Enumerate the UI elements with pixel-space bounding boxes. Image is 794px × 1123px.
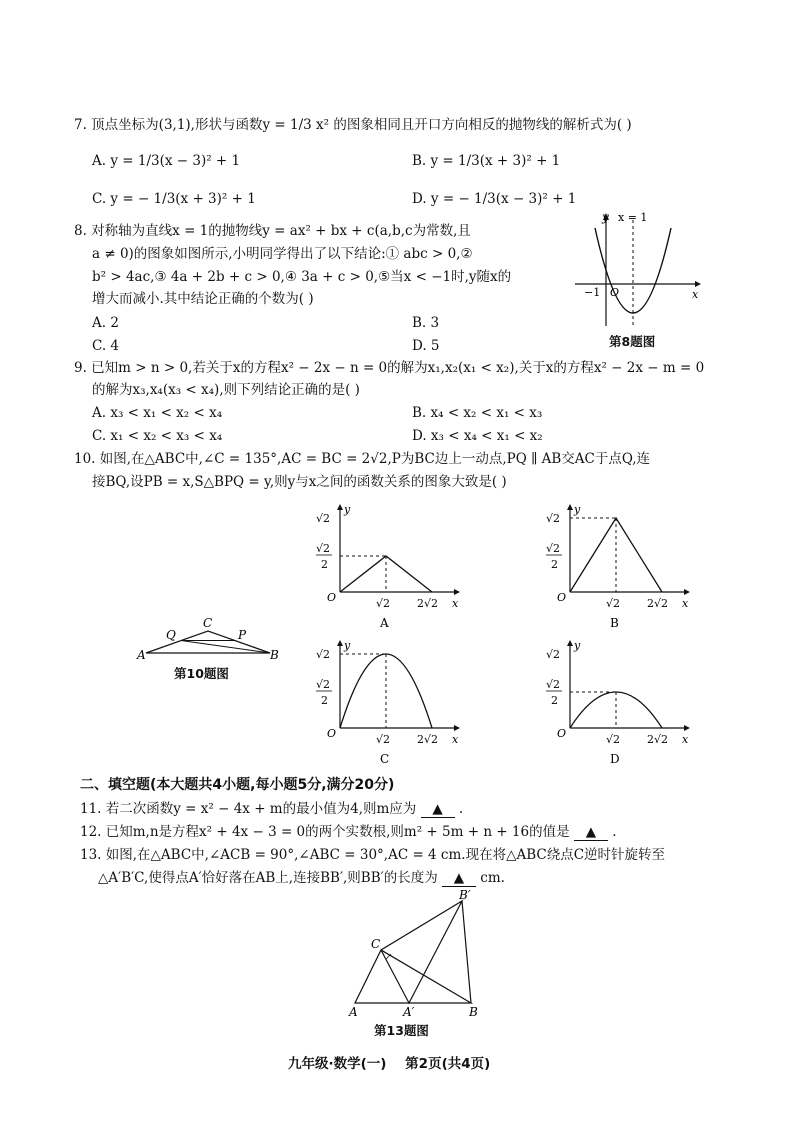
q8-parabola-figure bbox=[570, 208, 705, 328]
q13-line2 bbox=[98, 868, 505, 888]
q7-option-d: D. y = − 1/3(x − 3)² + 1 bbox=[412, 191, 577, 207]
q9-option-d: D. x₃ < x₄ < x₁ < x₂ bbox=[412, 428, 543, 444]
footer-subject: 九年级·数学(一) bbox=[288, 1056, 387, 1072]
graph-x-label: x bbox=[682, 597, 689, 610]
graph-y-label: y bbox=[344, 503, 351, 516]
q13-triangle-a1b1c bbox=[381, 901, 462, 1003]
graph-y-mid-num: √2 bbox=[316, 542, 331, 555]
graph-y-mid-num: √2 bbox=[316, 678, 331, 691]
q10-triangle-figure bbox=[136, 615, 286, 665]
q11-text: 11. 若二次函数y = x² − 4x + m的最小值为4,则m应为 bbox=[80, 801, 417, 817]
q8-neg1-label: −1 bbox=[584, 286, 601, 299]
q13-line1: 13. 如图,在△ABC中,∠ACB = 90°,∠ABC = 30°,AC = 4 cm.现在将△ABC绕点C逆时针旋转至 bbox=[80, 847, 666, 863]
graph-y-top-label: √2 bbox=[546, 648, 561, 661]
graph-origin-label: O bbox=[327, 727, 337, 740]
graph-x2-label: 2√2 bbox=[647, 597, 669, 610]
q8-line2: a ≠ 0)的图象如图所示,小明同学得出了以下结论:① abc > 0,② bbox=[92, 246, 473, 262]
q9-option-a: A. x₃ < x₁ < x₂ < x₄ bbox=[92, 405, 223, 421]
graph-x1-label: √2 bbox=[606, 597, 621, 610]
q10-label-b: B bbox=[270, 648, 279, 662]
graph-option-label: A bbox=[380, 616, 389, 630]
graph-x2-label: 2√2 bbox=[417, 733, 439, 746]
q8-axis-label: x = 1 bbox=[618, 211, 648, 224]
q8-line3: b² > 4ac,③ 4a + 2b + c > 0,④ 3a + c > 0,⑤当x < −1时,y随x的 bbox=[92, 269, 512, 285]
q9-option-c: C. x₁ < x₂ < x₃ < x₄ bbox=[92, 428, 223, 444]
q8-option-a: A. 2 bbox=[92, 315, 119, 331]
graph-x1-label: √2 bbox=[606, 733, 621, 746]
graph-y-mid-num: √2 bbox=[546, 542, 561, 555]
graph-origin-label: O bbox=[557, 727, 567, 740]
q11 bbox=[80, 799, 463, 819]
q7-option-c: C. y = − 1/3(x + 3)² + 1 bbox=[92, 191, 256, 207]
q13-label-a: A bbox=[349, 1005, 358, 1019]
q9-line1: 9. 已知m > n > 0,若关于x的方程x² − 2x − n = 0的解为x₁,x₂(x₁ < x₂),关于x的方程x² − 2x − m = 0 bbox=[74, 360, 705, 376]
graph-axes bbox=[567, 640, 690, 731]
q12 bbox=[80, 822, 616, 842]
q8-y-label: y bbox=[602, 210, 609, 224]
graph-x-label: x bbox=[682, 733, 689, 746]
q8-option-b: B. 3 bbox=[412, 315, 440, 331]
q9-line2: 的解为x₃,x₄(x₃ < x₄),则下列结论正确的是( ) bbox=[92, 382, 360, 398]
q8-line4: 增大而减小.其中结论正确的个数为( ) bbox=[92, 291, 314, 307]
graph-axes bbox=[567, 504, 690, 595]
q10-label-c: C bbox=[203, 616, 213, 630]
q13-label-a1: A′ bbox=[403, 1005, 415, 1019]
graph-y-top-label: √2 bbox=[316, 512, 331, 525]
q10-graph-b bbox=[530, 500, 700, 630]
graph-y-label: y bbox=[344, 639, 351, 652]
graph-origin-label: O bbox=[327, 591, 337, 604]
graph-y-top-label: √2 bbox=[546, 512, 561, 525]
q11-end: . bbox=[458, 801, 464, 817]
q7-stem: 7. 顶点坐标为(3,1),形状与函数y = 1/3 x² 的图象相同且开口方向相反的抛物线的解析式为( ) bbox=[74, 117, 632, 133]
q12-answer-blank[interactable]: ▲ bbox=[574, 824, 608, 841]
q8-option-c: C. 4 bbox=[92, 338, 120, 354]
graph-option-label: B bbox=[610, 616, 619, 630]
q10-caption: 第10题图 bbox=[174, 666, 229, 681]
graph-y-mid-den: 2 bbox=[321, 558, 328, 571]
graph-x1-label: √2 bbox=[376, 733, 391, 746]
q13-label-b1: B′ bbox=[459, 888, 471, 902]
q10-graph-d bbox=[530, 636, 700, 766]
graph-y-mid-den: 2 bbox=[551, 694, 558, 707]
q12-end: . bbox=[612, 824, 617, 840]
q10-line1: 10. 如图,在△ABC中,∠C = 135°,AC = BC = 2√2,P为BC边上一动点,PQ ∥ AB交AC于点Q,连 bbox=[74, 451, 651, 467]
q8-x-label: x bbox=[692, 288, 699, 301]
q10-graph-a bbox=[300, 500, 470, 630]
q13-line2-text: △A′B′C,使得点A′恰好落在AB上,连接BB′,则BB′的长度为 bbox=[98, 870, 438, 886]
q10-triangle-abc bbox=[146, 631, 270, 653]
q10-graph-c bbox=[300, 636, 470, 766]
graph-y-mid-den: 2 bbox=[551, 558, 558, 571]
graph-x2-label: 2√2 bbox=[647, 733, 669, 746]
q8-caption: 第8题图 bbox=[609, 334, 656, 349]
q13-caption: 第13题图 bbox=[374, 1023, 429, 1038]
graph-origin-label: O bbox=[557, 591, 567, 604]
q13-unit: cm. bbox=[480, 870, 505, 886]
graph-option-label: D bbox=[610, 752, 620, 766]
q7-option-a: A. y = 1/3(x − 3)² + 1 bbox=[92, 153, 241, 169]
graph-y-label: y bbox=[574, 639, 581, 652]
footer bbox=[288, 1052, 490, 1072]
q11-answer-blank[interactable]: ▲ bbox=[421, 801, 455, 818]
graph-x2-label: 2√2 bbox=[417, 597, 439, 610]
q13-rotation-figure bbox=[335, 888, 495, 1022]
q10-label-p: P bbox=[238, 628, 247, 642]
q8-x-arrow bbox=[695, 281, 701, 287]
graph-x-label: x bbox=[452, 597, 459, 610]
graph-x1-label: √2 bbox=[376, 597, 391, 610]
graph-y-mid-den: 2 bbox=[321, 694, 328, 707]
q7-option-b: B. y = 1/3(x + 3)² + 1 bbox=[412, 153, 561, 169]
q8-line1: 8. 对称轴为直线x = 1的抛物线y = ax² + bx + c(a,b,c为常数,且 bbox=[74, 223, 471, 239]
q8-origin-label: O bbox=[610, 286, 620, 299]
q12-text: 12. 已知m,n是方程x² + 4x − 3 = 0的两个实数根,则m² + 5m + n + 16的值是 bbox=[80, 824, 570, 840]
graph-option-label: C bbox=[380, 752, 390, 766]
graph-y-mid-num: √2 bbox=[546, 678, 561, 691]
q10-label-a: A bbox=[137, 648, 146, 662]
graph-y-top-label: √2 bbox=[316, 648, 331, 661]
q13-label-b: B bbox=[469, 1005, 478, 1019]
q10-segment-bq bbox=[181, 641, 270, 654]
footer-page: 第2页(共4页) bbox=[405, 1056, 491, 1072]
q10-label-q: Q bbox=[166, 628, 176, 642]
section-2-title: 二、填空题(本大题共4小题,每小题5分,满分20分) bbox=[80, 777, 395, 793]
q10-line2: 接BQ,设PB = x,S△BPQ = y,则y与x之间的函数关系的图象大致是( ) bbox=[92, 474, 507, 490]
q13-answer-blank[interactable]: ▲ bbox=[442, 870, 476, 887]
graph-axes bbox=[337, 504, 460, 595]
q13-segment-bb1 bbox=[462, 901, 471, 1003]
graph-y-label: y bbox=[574, 503, 581, 516]
q9-option-b: B. x₄ < x₂ < x₁ < x₃ bbox=[412, 405, 543, 421]
q13-label-c: C bbox=[371, 937, 381, 951]
q8-option-d: D. 5 bbox=[412, 338, 440, 354]
graph-x-label: x bbox=[452, 733, 459, 746]
